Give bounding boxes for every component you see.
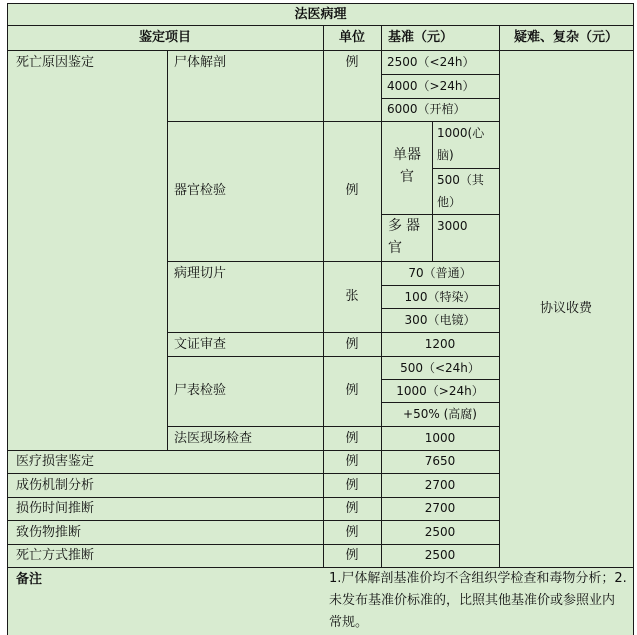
remarks-text: 1.尸体解剖基准价均不含组织学检查和毒物分析；2.未发布基准价标准的，比照其他基准价或参照业内常规。 <box>329 571 627 630</box>
autopsy-price-2: 4000（>24h） <box>387 79 475 93</box>
item-price-medical: 7650 <box>424 454 456 468</box>
single-organ-label: 单器官 <box>393 147 421 185</box>
autopsy-price-3: 6000（开棺） <box>387 102 466 116</box>
organ-label: 器官检验 <box>174 183 227 198</box>
item-price-time: 2700 <box>424 501 456 515</box>
grid-line <box>499 25 500 567</box>
item-unit-mechanism: 例 <box>345 478 359 493</box>
item-label-time: 损伤时间推断 <box>16 501 95 516</box>
header-unit: 单位 <box>338 30 365 45</box>
multi-organ-price: 3000 <box>437 219 468 233</box>
doc-review-unit: 例 <box>345 337 359 352</box>
item-label-mechanism: 成伤机制分析 <box>16 478 95 493</box>
grid-line <box>432 121 433 261</box>
slice-price-2: 100（特染） <box>404 290 476 304</box>
item-unit-time: 例 <box>345 501 359 516</box>
grid-line <box>7 50 634 51</box>
single-organ-price-2: 500（其他） <box>437 173 484 209</box>
item-unit-medical: 例 <box>345 454 359 469</box>
body-surface-label: 尸表检验 <box>174 383 227 398</box>
fee-table <box>7 3 634 635</box>
autopsy-price-1: 2500（<24h） <box>387 55 475 69</box>
header-item: 鉴定项目 <box>138 30 191 45</box>
body-surface-price-1: 500（<24h） <box>400 361 480 375</box>
scene-unit: 例 <box>345 431 359 446</box>
body-surface-price-2: 1000（>24h） <box>396 384 484 398</box>
grid-line <box>7 3 8 635</box>
multi-organ-label: 多器官 <box>388 218 424 256</box>
complex-fee: 协议收费 <box>539 301 592 316</box>
organ-unit: 例 <box>345 183 359 198</box>
grid-line <box>633 3 634 635</box>
autopsy-label: 尸体解剖 <box>174 55 227 70</box>
doc-review-label: 文证审查 <box>174 337 227 352</box>
item-label-medical: 医疗损害鉴定 <box>16 454 95 469</box>
grid-line <box>167 50 168 450</box>
slice-price-3: 300（电镜） <box>404 313 476 327</box>
slice-unit: 张 <box>345 289 359 304</box>
item-price-weapon: 2500 <box>424 525 456 539</box>
item-price-manner: 2500 <box>424 548 456 562</box>
slice-price-1: 70（普通） <box>408 266 472 280</box>
item-unit-weapon: 例 <box>345 525 359 540</box>
scene-price: 1000 <box>424 431 456 445</box>
single-organ-price-1: 1000(心脑) <box>437 126 485 162</box>
table-title: 法医病理 <box>294 7 347 22</box>
scene-label: 法医现场检查 <box>174 431 253 446</box>
body-surface-price-3: +50% (高腐) <box>403 407 477 421</box>
doc-review-price: 1200 <box>424 337 456 351</box>
header-price: 基准（元） <box>388 30 454 45</box>
body-surface-unit: 例 <box>345 383 359 398</box>
item-label-manner: 死亡方式推断 <box>16 548 95 563</box>
item-unit-manner: 例 <box>345 548 359 563</box>
slice-label: 病理切片 <box>174 266 227 281</box>
header-complex: 疑难、复杂（元） <box>513 30 618 45</box>
item-price-mechanism: 2700 <box>424 478 456 492</box>
autopsy-unit: 例 <box>345 55 359 70</box>
remarks-label: 备注 <box>16 572 43 587</box>
item-label-weapon: 致伤物推断 <box>16 525 82 540</box>
death-cause-label: 死亡原因鉴定 <box>16 55 95 70</box>
